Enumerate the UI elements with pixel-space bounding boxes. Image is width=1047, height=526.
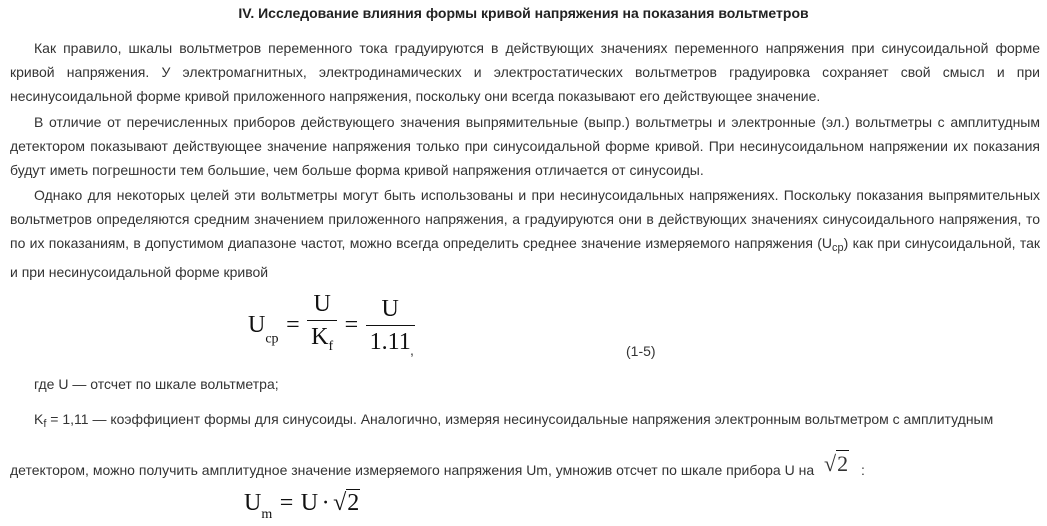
formula-1-den1-sub: f [328,339,334,354]
formula-2-equals: = [279,490,294,516]
formula-2-rhs: U [300,490,319,516]
formula-2 [244,490,360,523]
paragraph-6-sqrt-value: 2 [837,451,849,476]
paragraph-2: В отличие от перечисленных приборов действующего значения выпрямительные (выпр.) вольтметры и электронные (эл.) вольтметры с амплитудным детектором показывают действующее значение напряжения только при синусоидальной форме кривой. При несинусоидальном напряжении их показания будут иметь погрешности тем большие, чем больше форма кривой напряжения отличается от синусоиды. [10,114,1040,178]
paragraph-6-sqrt: √2 [824,451,849,476]
paragraph-6-colon: : [860,462,865,478]
formula-1-den1: K [311,324,329,350]
formula-1-lhs: U [248,312,266,338]
formula-1-lhs-sub: ср [265,331,279,347]
formula-1-equals: = [286,312,300,338]
formula-1-equals-2: = [344,312,359,338]
formula-1-num1: U [307,288,337,321]
paragraph-3-text-b: ) как при синусоидальной, так и при несинусоидальной форме кривой [10,235,1040,280]
paragraph-5 [34,407,1040,436]
formula-1-fraction-1 [307,288,337,363]
formula-1-number: (1-5) [626,343,656,359]
paragraph-6 [10,452,1040,482]
formula-1-fraction-2 [366,293,415,358]
paragraph-1: Как правило, шкалы вольтметров переменного тока градуируются в действующих значениях переменного напряжения при синусоидальной форме кривой напряжения. У электромагнитных, электродинамических и электростатических вольтметров градуировка сохраняет свой смысл и при несинусоидальной форме кривой приложенного напряжения, поскольку они всегда показывают его действующее значение. [10,40,1040,104]
formula-1-num2: U [366,293,415,326]
paragraph-5-text: = 1,11 — коэффициент формы для синусоиды. Аналогично, измеряя несинусоидальные напряжения электронным вольтметром с амплитудным [46,411,994,427]
formula-2-sqrt-value: 2 [347,490,360,516]
paragraph-3 [10,183,1040,284]
formula-2-sqrt: √2 [333,490,360,516]
formula-1 [248,288,415,355]
formula-2-lhs-sub: m [261,507,273,522]
paragraph-4: где U — отсчет по шкале вольтметра; [34,376,279,392]
formula-1-den2: 1.11 [369,329,411,355]
formula-1-comma: , [410,342,414,358]
section-heading: IV. Исследование влияния формы кривой напряжения на показания вольтметров [238,5,809,21]
paragraph-5-k-sub: f [43,418,47,430]
paragraph-6-text: детектором, можно получить амплитудное значение измеряемого напряжения Um, умножив отсчет по шкале прибора U на [10,462,815,478]
formula-2-dot: · [321,490,330,516]
formula-2-lhs: U [244,490,262,516]
paragraph-5-k: K [34,411,44,427]
paragraph-3-subscript: ср [832,242,844,254]
paragraph-3-text-a: Однако для некоторых целей эти вольтметры могут быть использованы и при несинусоидальных напряжениях. Поскольку показания выпрямительных вольтметров определяются средним значением приложенного напряжения, а градуируются они в действующих значениях синусоидального напряжения, то по их показаниям, в допустимом диапазоне частот, можно всегда определить среднее значение измеряемого напряжения (U [10,187,1040,251]
